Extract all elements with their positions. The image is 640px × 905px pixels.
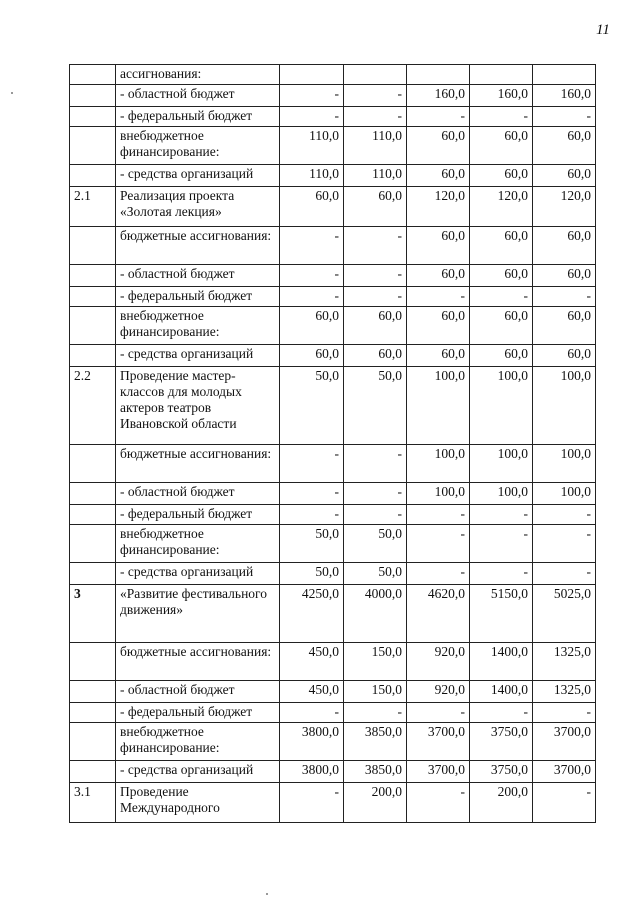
value-cell: [470, 65, 533, 85]
value-cell: 60,0: [407, 227, 470, 265]
table-row: [70, 563, 596, 585]
row-label: ассигнования:: [116, 65, 280, 85]
row-number: 2.2: [70, 367, 116, 445]
row-label: - средства организаций: [116, 345, 280, 367]
value-cell: 60,0: [407, 345, 470, 367]
value-cell: 60,0: [407, 127, 470, 165]
value-cell: -: [280, 85, 344, 107]
value-cell: [533, 65, 596, 85]
page-number: 11: [596, 22, 610, 38]
table-row: [70, 345, 596, 367]
row-number: [70, 107, 116, 127]
value-cell: -: [344, 227, 407, 265]
value-cell: 3850,0: [344, 723, 407, 761]
table-row: [70, 445, 596, 483]
value-cell: 60,0: [533, 307, 596, 345]
value-cell: 60,0: [407, 307, 470, 345]
value-cell: 110,0: [344, 127, 407, 165]
row-number: [70, 505, 116, 525]
row-number: [70, 483, 116, 505]
value-cell: -: [344, 85, 407, 107]
value-cell: [344, 65, 407, 85]
table-row: [70, 703, 596, 723]
row-label: внебюджетное финансирование:: [116, 127, 280, 165]
value-cell: 100,0: [407, 445, 470, 483]
value-cell: 100,0: [470, 445, 533, 483]
value-cell: -: [533, 563, 596, 585]
value-cell: -: [533, 783, 596, 823]
row-label: Реализация проекта «Золотая лекция»: [116, 187, 280, 227]
row-number: [70, 307, 116, 345]
value-cell: 60,0: [344, 187, 407, 227]
value-cell: 50,0: [344, 525, 407, 563]
value-cell: 50,0: [280, 367, 344, 445]
row-number: 3: [70, 585, 116, 643]
row-number: [70, 445, 116, 483]
table-row: [70, 287, 596, 307]
value-cell: 3750,0: [470, 761, 533, 783]
value-cell: -: [407, 505, 470, 525]
value-cell: -: [280, 227, 344, 265]
value-cell: [280, 65, 344, 85]
value-cell: 110,0: [280, 165, 344, 187]
value-cell: 920,0: [407, 643, 470, 681]
value-cell: 4000,0: [344, 585, 407, 643]
scan-speck: [266, 893, 268, 895]
row-label: - федеральный бюджет: [116, 505, 280, 525]
value-cell: 100,0: [470, 367, 533, 445]
value-cell: 60,0: [407, 165, 470, 187]
table-row: [70, 643, 596, 681]
value-cell: 60,0: [470, 307, 533, 345]
value-cell: -: [533, 107, 596, 127]
value-cell: -: [470, 703, 533, 723]
value-cell: 120,0: [470, 187, 533, 227]
value-cell: 60,0: [470, 265, 533, 287]
value-cell: 3750,0: [470, 723, 533, 761]
row-number: [70, 85, 116, 107]
row-number: [70, 703, 116, 723]
value-cell: 60,0: [344, 307, 407, 345]
value-cell: 60,0: [533, 165, 596, 187]
row-label: Проведение мастер-классов для молодых актеров театров Ивановской области: [116, 367, 280, 445]
value-cell: 60,0: [470, 227, 533, 265]
row-number: [70, 761, 116, 783]
value-cell: 60,0: [344, 345, 407, 367]
table-row: [70, 227, 596, 265]
value-cell: 120,0: [407, 187, 470, 227]
row-number: [70, 65, 116, 85]
value-cell: -: [470, 107, 533, 127]
row-label: бюджетные ассигнования:: [116, 643, 280, 681]
row-number: [70, 287, 116, 307]
row-label: бюджетные ассигнования:: [116, 227, 280, 265]
row-number: [70, 563, 116, 585]
value-cell: 150,0: [344, 643, 407, 681]
value-cell: 50,0: [280, 525, 344, 563]
row-number: 2.1: [70, 187, 116, 227]
table-row: [70, 367, 596, 445]
table-row: [70, 585, 596, 643]
row-number: [70, 127, 116, 165]
value-cell: -: [470, 525, 533, 563]
value-cell: -: [280, 287, 344, 307]
value-cell: 60,0: [407, 265, 470, 287]
value-cell: -: [470, 563, 533, 585]
table-row: [70, 127, 596, 165]
table-row: [70, 165, 596, 187]
value-cell: 3800,0: [280, 761, 344, 783]
row-label: внебюджетное финансирование:: [116, 723, 280, 761]
value-cell: 450,0: [280, 643, 344, 681]
value-cell: -: [280, 265, 344, 287]
row-number: [70, 723, 116, 761]
value-cell: -: [344, 287, 407, 307]
table-row: [70, 65, 596, 85]
table-row: [70, 265, 596, 287]
scan-speck: [11, 92, 13, 94]
table-row: [70, 505, 596, 525]
row-number: [70, 643, 116, 681]
row-label: - средства организаций: [116, 761, 280, 783]
table-row: [70, 307, 596, 345]
value-cell: 60,0: [533, 345, 596, 367]
value-cell: -: [407, 783, 470, 823]
row-number: [70, 345, 116, 367]
value-cell: -: [344, 107, 407, 127]
row-label: - средства организаций: [116, 165, 280, 187]
value-cell: -: [407, 563, 470, 585]
value-cell: 200,0: [344, 783, 407, 823]
value-cell: 60,0: [533, 265, 596, 287]
row-label: - средства организаций: [116, 563, 280, 585]
row-label: внебюджетное финансирование:: [116, 525, 280, 563]
value-cell: -: [280, 703, 344, 723]
value-cell: 3700,0: [533, 761, 596, 783]
row-number: [70, 525, 116, 563]
value-cell: 110,0: [280, 127, 344, 165]
value-cell: 120,0: [533, 187, 596, 227]
value-cell: 100,0: [533, 483, 596, 505]
row-label: «Развитие фестивального движения»: [116, 585, 280, 643]
value-cell: -: [407, 107, 470, 127]
row-label: бюджетные ассигнования:: [116, 445, 280, 483]
table-row: [70, 681, 596, 703]
value-cell: -: [344, 445, 407, 483]
value-cell: 150,0: [344, 681, 407, 703]
value-cell: -: [280, 107, 344, 127]
value-cell: -: [344, 505, 407, 525]
value-cell: -: [533, 703, 596, 723]
table-body: [70, 65, 596, 823]
value-cell: 60,0: [533, 227, 596, 265]
value-cell: 1325,0: [533, 643, 596, 681]
row-label: - областной бюджет: [116, 483, 280, 505]
table-row: [70, 723, 596, 761]
value-cell: -: [533, 505, 596, 525]
row-number: [70, 265, 116, 287]
value-cell: -: [280, 505, 344, 525]
value-cell: 160,0: [470, 85, 533, 107]
row-number: [70, 165, 116, 187]
table-row: [70, 761, 596, 783]
row-label: - областной бюджет: [116, 681, 280, 703]
value-cell: 5150,0: [470, 585, 533, 643]
table-row: [70, 85, 596, 107]
value-cell: 4250,0: [280, 585, 344, 643]
value-cell: 60,0: [470, 165, 533, 187]
row-label: - областной бюджет: [116, 85, 280, 107]
table-row: [70, 483, 596, 505]
row-label: - федеральный бюджет: [116, 703, 280, 723]
value-cell: 4620,0: [407, 585, 470, 643]
value-cell: 60,0: [280, 345, 344, 367]
value-cell: 3700,0: [407, 723, 470, 761]
row-label: - федеральный бюджет: [116, 287, 280, 307]
value-cell: 160,0: [533, 85, 596, 107]
value-cell: 110,0: [344, 165, 407, 187]
value-cell: 100,0: [407, 367, 470, 445]
value-cell: 50,0: [344, 563, 407, 585]
row-label: внебюджетное финансирование:: [116, 307, 280, 345]
value-cell: 3700,0: [407, 761, 470, 783]
value-cell: 100,0: [470, 483, 533, 505]
value-cell: -: [280, 445, 344, 483]
value-cell: -: [407, 525, 470, 563]
row-label: - областной бюджет: [116, 265, 280, 287]
value-cell: 1325,0: [533, 681, 596, 703]
value-cell: 60,0: [470, 127, 533, 165]
value-cell: -: [280, 483, 344, 505]
value-cell: 1400,0: [470, 643, 533, 681]
value-cell: 450,0: [280, 681, 344, 703]
value-cell: 60,0: [470, 345, 533, 367]
row-label: Проведение Международного: [116, 783, 280, 823]
value-cell: [407, 65, 470, 85]
value-cell: 50,0: [344, 367, 407, 445]
value-cell: -: [344, 265, 407, 287]
value-cell: 50,0: [280, 563, 344, 585]
value-cell: 920,0: [407, 681, 470, 703]
value-cell: -: [470, 505, 533, 525]
value-cell: 3800,0: [280, 723, 344, 761]
row-label: - федеральный бюджет: [116, 107, 280, 127]
value-cell: -: [407, 287, 470, 307]
value-cell: 200,0: [470, 783, 533, 823]
value-cell: 3700,0: [533, 723, 596, 761]
value-cell: 100,0: [533, 367, 596, 445]
value-cell: -: [407, 703, 470, 723]
budget-table: [69, 64, 596, 823]
value-cell: 1400,0: [470, 681, 533, 703]
table-row: [70, 107, 596, 127]
value-cell: -: [280, 783, 344, 823]
value-cell: 100,0: [407, 483, 470, 505]
table-row: [70, 783, 596, 823]
value-cell: 5025,0: [533, 585, 596, 643]
table-row: [70, 187, 596, 227]
row-number: [70, 227, 116, 265]
table-row: [70, 525, 596, 563]
value-cell: 60,0: [533, 127, 596, 165]
row-number: [70, 681, 116, 703]
value-cell: -: [470, 287, 533, 307]
value-cell: -: [533, 287, 596, 307]
value-cell: -: [533, 525, 596, 563]
value-cell: -: [344, 483, 407, 505]
row-number: 3.1: [70, 783, 116, 823]
value-cell: 100,0: [533, 445, 596, 483]
value-cell: 60,0: [280, 187, 344, 227]
value-cell: -: [344, 703, 407, 723]
value-cell: 3850,0: [344, 761, 407, 783]
value-cell: 160,0: [407, 85, 470, 107]
value-cell: 60,0: [280, 307, 344, 345]
